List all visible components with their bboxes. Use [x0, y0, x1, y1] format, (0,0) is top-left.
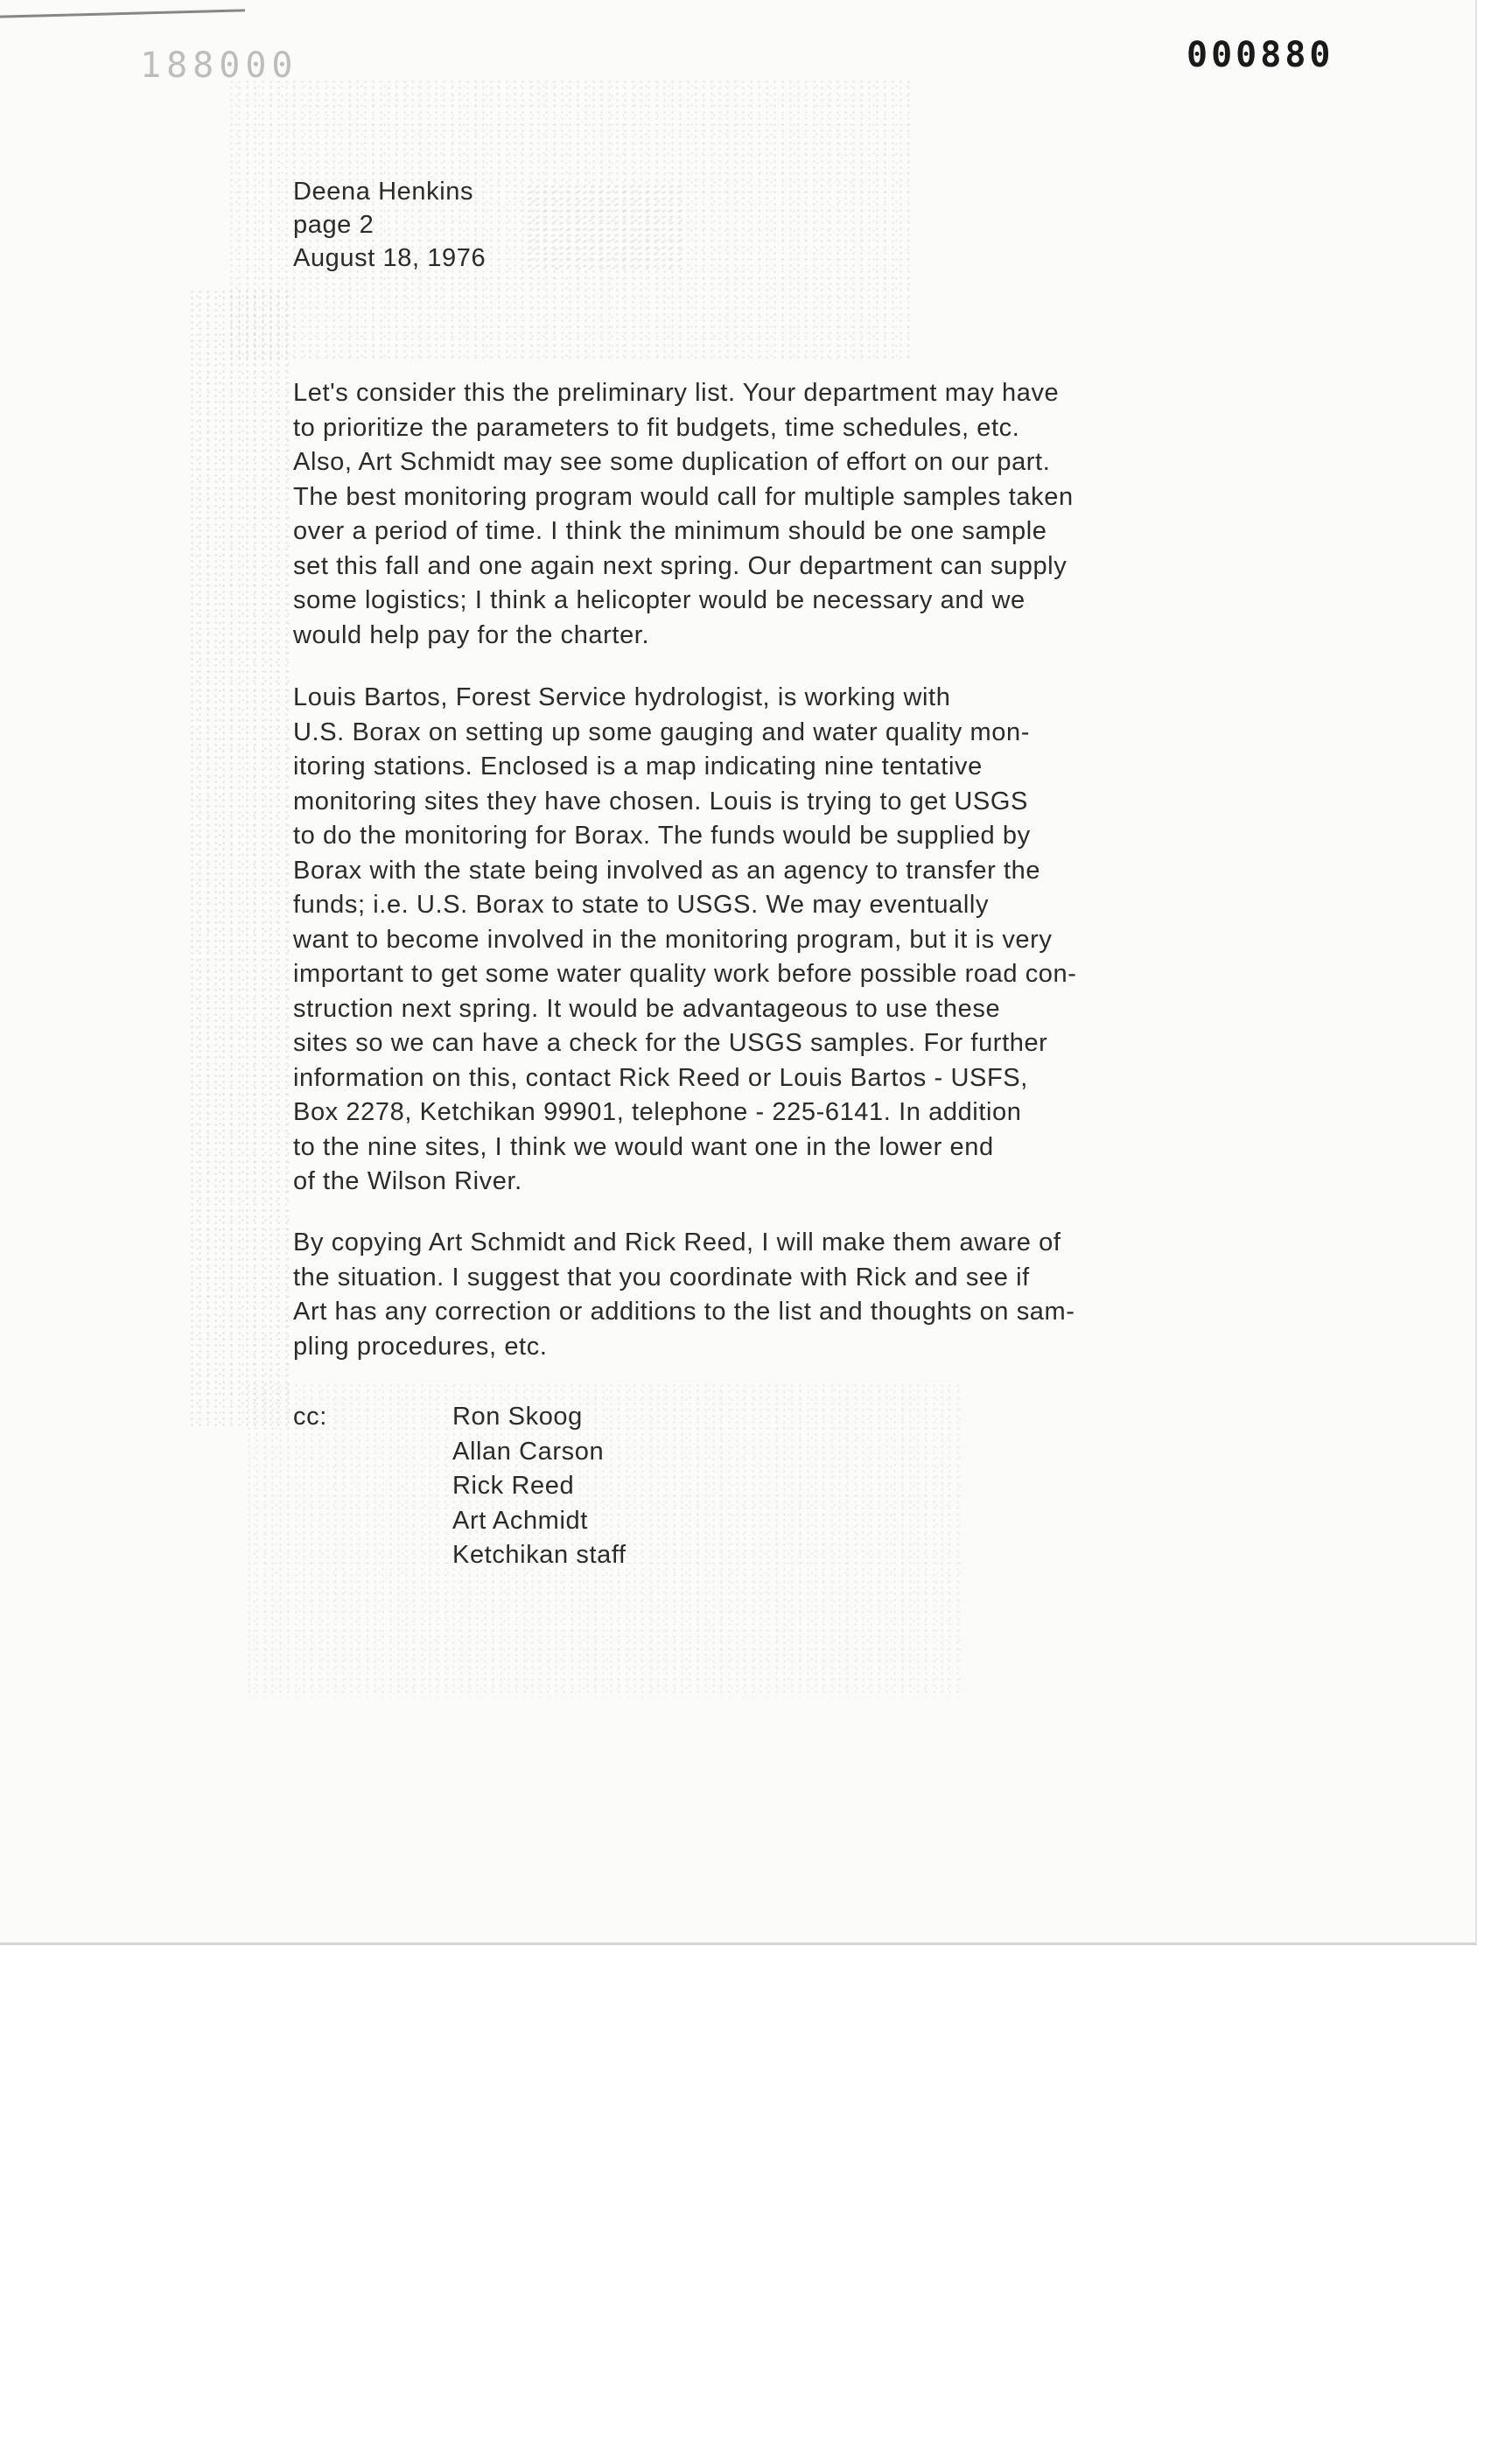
text-line: Let's consider this the preliminary list. Your department may have [293, 379, 1060, 407]
text-line: struction next spring. It would be advantageous to use these [293, 994, 1001, 1023]
text-line: set this fall and one again next spring. Our department can supply [293, 551, 1068, 580]
text-line: Also, Art Schmidt may see some duplication of effort on our part. [293, 448, 1051, 476]
text-line: would help pay for the charter. [293, 620, 650, 649]
scan-edge-mark [0, 9, 245, 18]
text-line: Louis Bartos, Forest Service hydrologist, is working with [293, 683, 951, 711]
text-line: of the Wilson River. [293, 1167, 522, 1195]
text-line: Box 2278, Ketchikan 99901, telephone - 225-6141. In addition [293, 1098, 1022, 1126]
cc-label: cc: [293, 1403, 327, 1431]
cc-recipient: Ketchikan staff [452, 1541, 626, 1569]
letter-header [293, 175, 486, 275]
letter-date: August 18, 1976 [293, 244, 486, 272]
cc-recipient: Allan Carson [452, 1437, 605, 1466]
text-line: pling procedures, etc. [293, 1332, 548, 1361]
text-line: some logistics; I think a helicopter would be necessary and we [293, 586, 1026, 614]
text-line: By copying Art Schmidt and Rick Reed, I will make them aware of [293, 1228, 1061, 1256]
text-line: itoring stations. Enclosed is a map indicating nine tentative [293, 752, 983, 780]
recipient-name: Deena Henkins [293, 178, 474, 206]
text-line: the situation. I suggest that you coordinate with Rick and see if [293, 1263, 1030, 1292]
bates-number: 000880 [1186, 35, 1334, 75]
paragraph-2 [293, 681, 1077, 1200]
faint-stamp-number: 188000 [140, 46, 298, 86]
text-line: Art has any correction or additions to the list and thoughts on sam- [293, 1298, 1075, 1326]
text-line: to do the monitoring for Borax. The funds would be supplied by [293, 822, 1031, 850]
paragraph-3 [293, 1226, 1075, 1364]
text-line: The best monitoring program would call for multiple samples taken [293, 482, 1074, 511]
text-line: want to become involved in the monitoring program, but it is very [293, 925, 1053, 954]
text-line: Borax with the state being involved as an agency to transfer the [293, 856, 1041, 885]
text-line: U.S. Borax on setting up some gauging and water quality mon- [293, 718, 1031, 746]
text-line: funds; i.e. U.S. Borax to state to USGS. We may eventually [293, 891, 990, 919]
text-line: information on this, contact Rick Reed or Louis Bartos - USFS, [293, 1063, 1028, 1092]
cc-recipient: Rick Reed [452, 1472, 575, 1500]
text-line: to prioritize the parameters to fit budgets, time schedules, etc. [293, 413, 1020, 442]
cc-recipient: Art Achmidt [452, 1506, 588, 1535]
scan-noise [525, 184, 682, 271]
text-line: important to get some water quality work before possible road con- [293, 960, 1077, 988]
text-line: to the nine sites, I think we would want one in the lower end [293, 1132, 994, 1161]
paragraph-1 [293, 376, 1074, 653]
text-line: over a period of time. I think the minimum should be one sample [293, 517, 1047, 545]
text-line: monitoring sites they have chosen. Louis is trying to get USGS [293, 787, 1028, 816]
text-line: sites so we can have a check for the USGS samples. For further [293, 1029, 1048, 1057]
page-number: page 2 [293, 211, 374, 239]
cc-recipient: Ron Skoog [452, 1403, 583, 1431]
scan-noise [188, 289, 293, 1426]
